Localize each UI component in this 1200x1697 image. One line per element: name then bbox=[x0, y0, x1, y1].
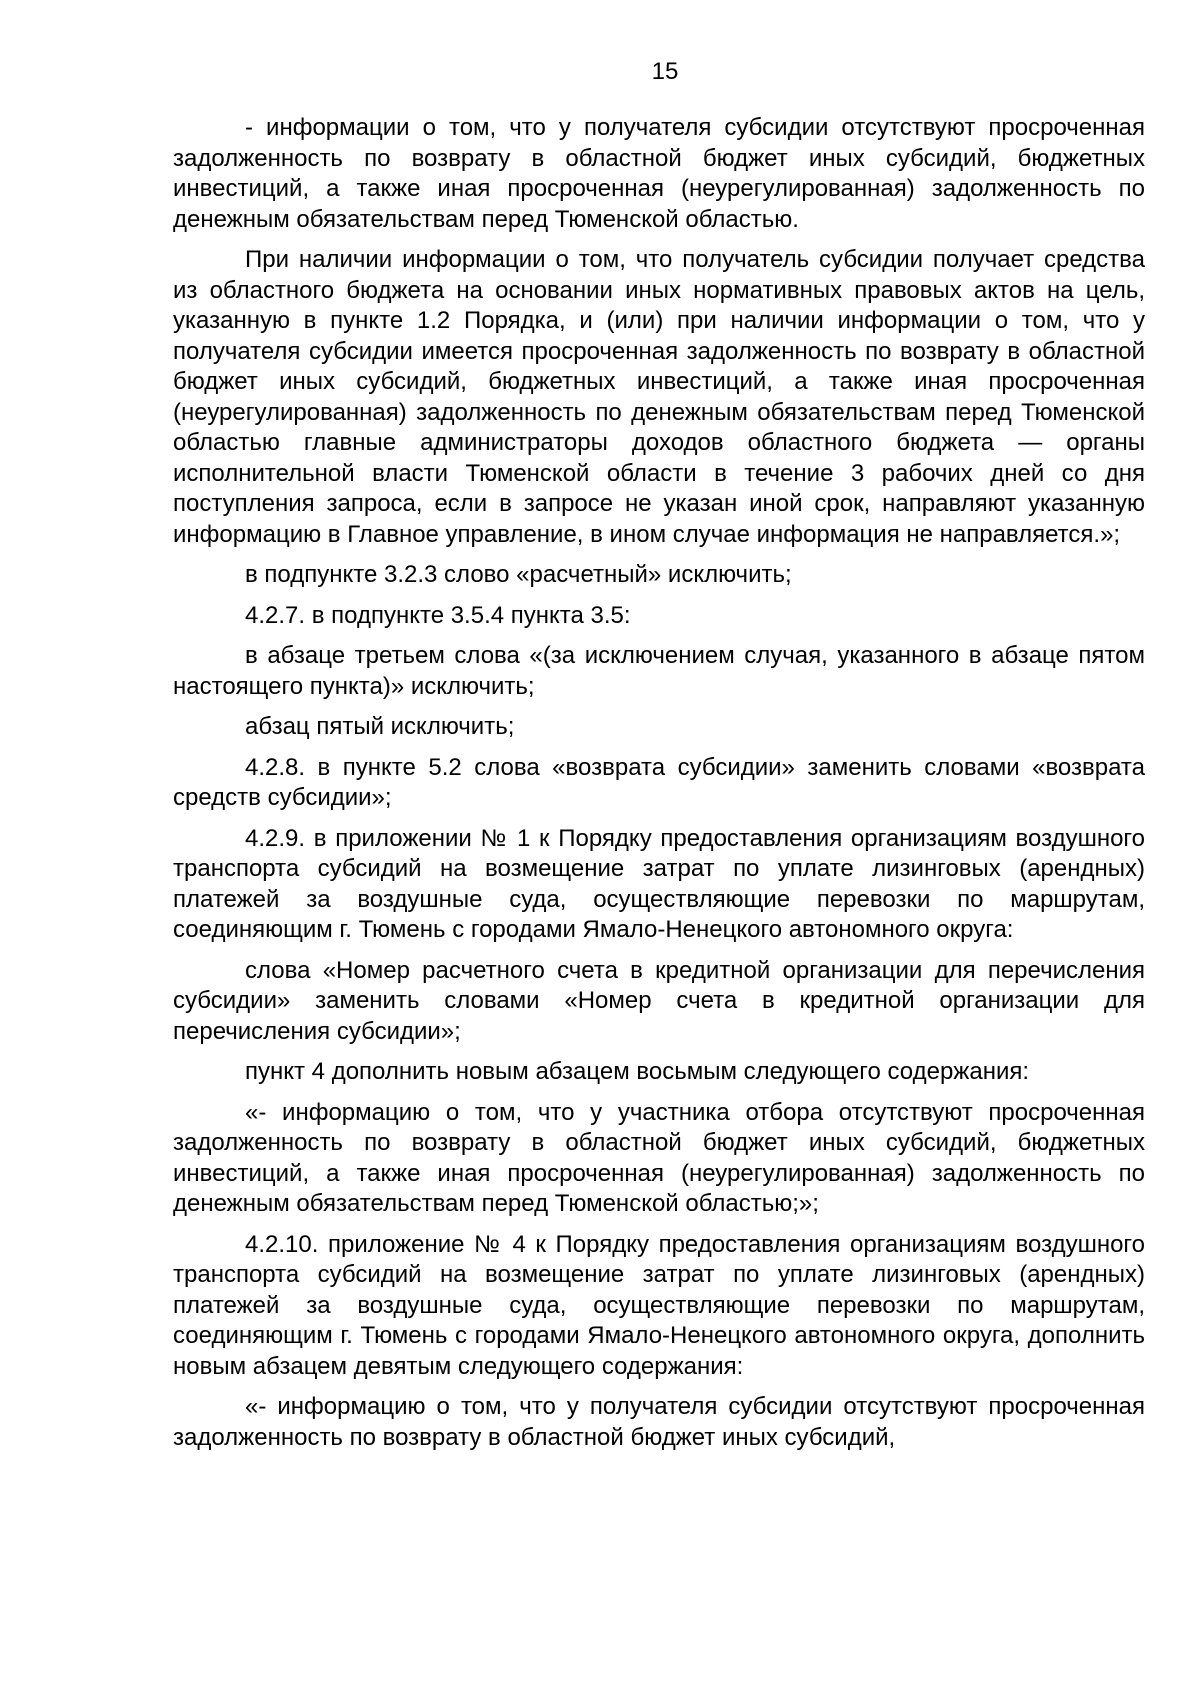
paragraph: 4.2.8. в пункте 5.2 слова «возврата субсидии» заменить словами «возврата средств субсидии»; bbox=[173, 753, 1145, 811]
paragraph: 4.2.9. в приложении № 1 к Порядку предоставления организациям воздушного транспорта субсидий на возмещение затрат по уплате лизинговых (арендных) платежей за воздушные суда, осуществляющие перевозки по маршрутам, соединяющим г. Тюмень с городами Ямало-Ненецкого автономного округа: bbox=[173, 824, 1145, 943]
page-number: 15 bbox=[651, 58, 679, 85]
paragraph: пункт 4 дополнить новым абзацем восьмым следующего содержания: bbox=[245, 1058, 1030, 1085]
paragraph: «- информацию о том, что у получателя субсидии отсутствуют просроченная задолженность по возврату в областной бюджет иных субсидий, bbox=[173, 1393, 1145, 1451]
paragraph: слова «Номер расчетного счета в кредитной организации для перечисления субсидии» заменить словами «Номер счета в кредитной организации для перечисления субсидии»; bbox=[173, 956, 1145, 1045]
paragraph: При наличии информации о том, что получатель субсидии получает средства из областного бюджета на основании иных нормативных правовых актов на цель, указанную в пункте 1.2 Порядка, и (или) при наличии информации о том, что у получателя субсидии имеется просроченная задолженность по возврату в областной бюджет иных субсидий, бюджетных инвестиций, а также иная просроченная (неурегулированная) задолженность по денежным обязательствам перед Тюменской областью главные администраторы доходов областного бюджета — органы исполнительной власти Тюменской области в течение 3 рабочих дней со дня поступления запроса, если в запросе не указан иной срок, направляют указанную информацию в Главное управление, в ином случае информация не направляется.»; bbox=[173, 246, 1145, 548]
paragraph: 4.2.10. приложение № 4 к Порядку предоставления организациям воздушного транспорта субсидий на возмещение затрат по уплате лизинговых (арендных) платежей за воздушные суда, осуществляющие перевозки по маршрутам, соединяющим г. Тюмень с городами Ямало-Ненецкого автономного округа, дополнить новым абзацем девятым следующего содержания: bbox=[173, 1230, 1145, 1380]
paragraph: 4.2.7. в подпункте 3.5.4 пункта 3.5: bbox=[245, 601, 631, 629]
paragraph: «- информацию о том, что у участника отбора отсутствуют просроченная задолженность по возврату в областной бюджет иных субсидий, бюджетных инвестиций, а также иная просроченная (неурегулированная) задолженность по денежным обязательствам перед Тюменской областью;»; bbox=[173, 1098, 1145, 1217]
paragraph: в подпункте 3.2.3 слово «расчетный» исключить; bbox=[245, 561, 792, 588]
paragraph: в абзаце третьем слова «(за исключением случая, указанного в абзаце пятом настоящего пункта)» исключить; bbox=[173, 642, 1145, 700]
paragraph: - информации о том, что у получателя субсидии отсутствуют просроченная задолженность по возврату в областной бюджет иных субсидий, бюджетных инвестиций, а также иная просроченная (неурегулированная) задолженность по денежным обязательствам перед Тюменской областью. bbox=[173, 114, 1145, 233]
document-body bbox=[173, 113, 1145, 1463]
paragraph: абзац пятый исключить; bbox=[245, 713, 515, 740]
